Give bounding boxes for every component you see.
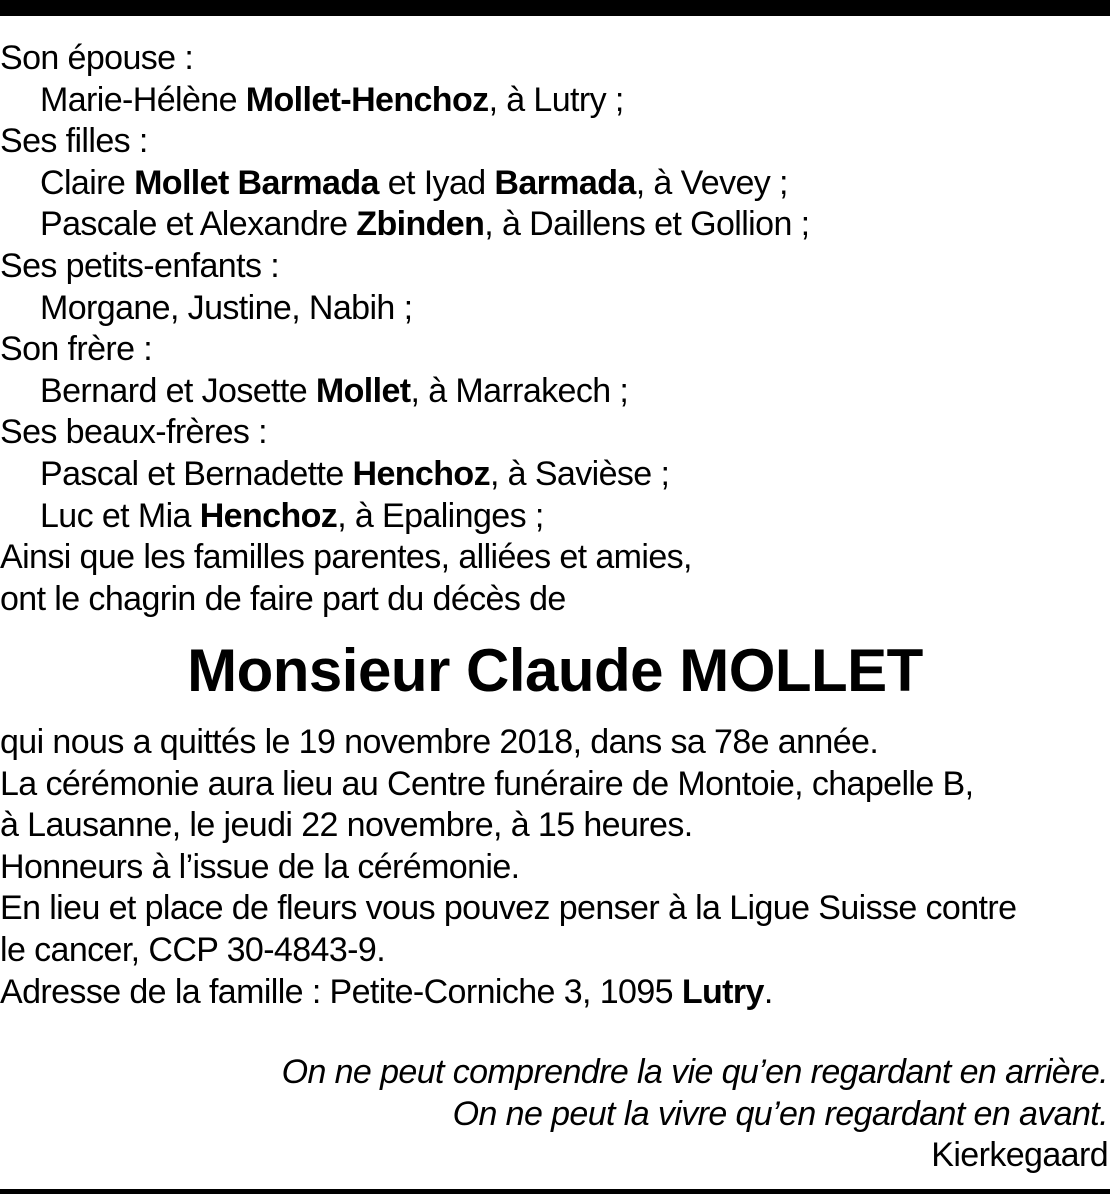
quote bbox=[108, 1052, 1108, 1177]
brother-entry: Bernard et Josette Mollet, à Marrakech ; bbox=[40, 371, 629, 410]
details-line: qui nous a quittés le 19 novembre 2018, dans sa 78e année. bbox=[0, 723, 879, 761]
quote-line: On ne peut comprendre la vie qu’en regardant en arrière. bbox=[281, 1053, 1108, 1091]
top-rule bbox=[0, 0, 1110, 16]
bottom-rule bbox=[0, 1189, 1110, 1194]
details-line: Honneurs à l’issue de la cérémonie. bbox=[0, 847, 520, 886]
closing-line: Ainsi que les familles parentes, alliées et amies, bbox=[0, 538, 692, 577]
details-line: En lieu et place de fleurs vous pouvez penser à la Ligue Suisse contre bbox=[0, 889, 1017, 928]
family-list bbox=[0, 38, 1110, 620]
daughter-entry: Claire Mollet Barmada et Iyad Barmada, à Vevey ; bbox=[40, 163, 788, 202]
quote-author: Kierkegaard bbox=[931, 1136, 1108, 1175]
brother-in-law-entry: Luc et Mia Henchoz, à Epalinges ; bbox=[40, 496, 544, 535]
spouse-entry: Marie-Hélène Mollet-Henchoz, à Lutry ; bbox=[40, 80, 624, 119]
ceremony-details bbox=[0, 722, 1110, 1013]
details-line: le cancer, CCP 30-4843-9. bbox=[0, 930, 386, 969]
brother-in-law-entry: Pascal et Bernadette Henchoz, à Savièse ; bbox=[40, 454, 670, 493]
grandchildren-entry: Morgane, Justine, Nabih ; bbox=[40, 288, 413, 327]
grandchildren-heading: Ses petits-enfants : bbox=[0, 246, 280, 285]
family-address: Adresse de la famille : Petite-Corniche 3, 1095 Lutry. bbox=[0, 972, 773, 1011]
details-line: La cérémonie aura lieu au Centre funéraire de Montoie, chapelle B, bbox=[0, 764, 974, 803]
brothers-in-law-heading: Ses beaux-frères : bbox=[0, 413, 267, 452]
details-line: à Lausanne, le jeudi 22 novembre, à 15 heures. bbox=[0, 806, 693, 845]
closing-line: ont le chagrin de faire part du décès de bbox=[0, 579, 566, 618]
deceased-name: Monsieur Claude MOLLET bbox=[187, 637, 923, 704]
daughter-entry: Pascale et Alexandre Zbinden, à Daillens et Gollion ; bbox=[40, 205, 810, 244]
brother-heading: Son frère : bbox=[0, 330, 153, 369]
quote-line: On ne peut la vivre qu’en regardant en avant. bbox=[452, 1094, 1108, 1133]
spouse-heading: Son épouse : bbox=[0, 39, 194, 77]
daughters-heading: Ses filles : bbox=[0, 122, 148, 161]
